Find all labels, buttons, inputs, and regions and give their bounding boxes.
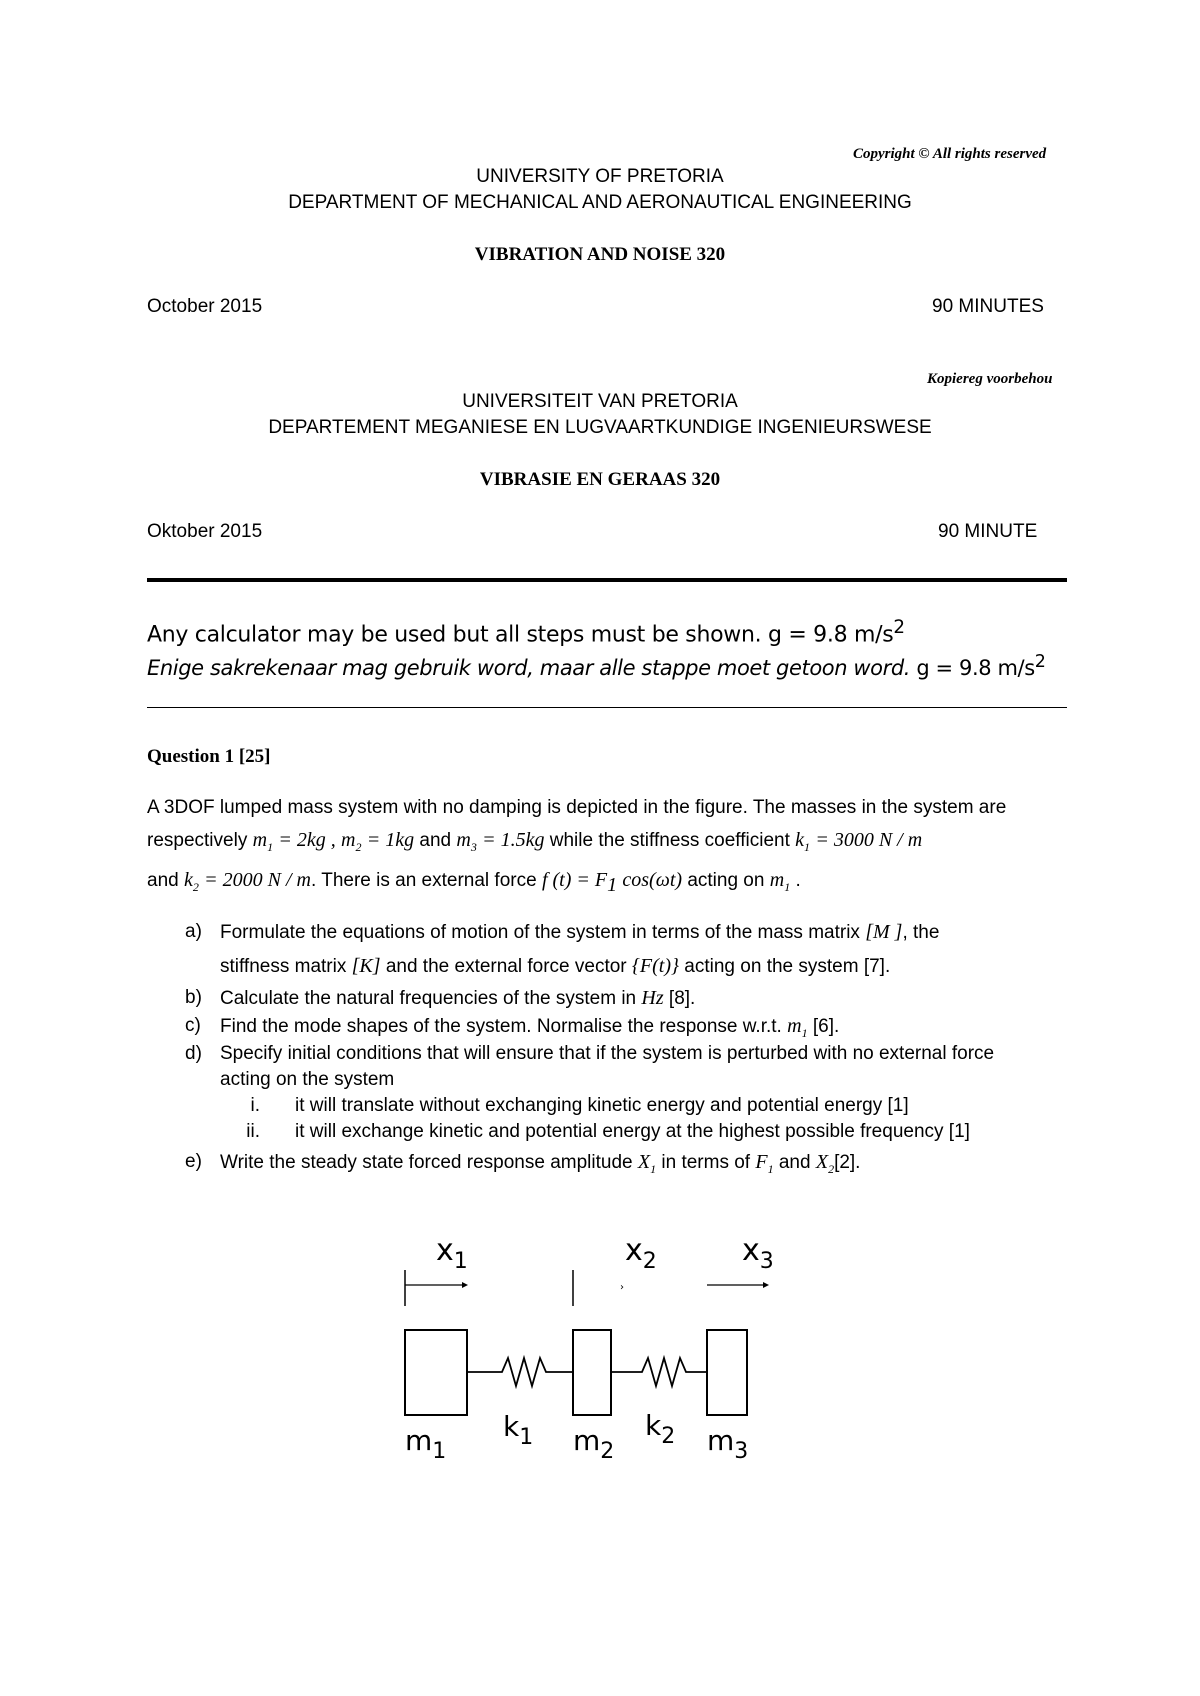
- item-a-line2: [220, 955, 890, 978]
- exam-date-af: Oktober 2015: [147, 521, 263, 542]
- intro-line-2: [147, 824, 1067, 864]
- item-e-text: and: [778, 1152, 811, 1173]
- question-title: Question 1 [25]: [147, 746, 271, 767]
- item-a-text: , the: [902, 922, 940, 943]
- k2-value: = 2000 N / m: [204, 869, 311, 891]
- copyright-notice: Copyright © All rights reserved: [853, 146, 1047, 162]
- instructions-af-text: Enige sakrekenaar mag gebruik word, maar alle stappe moet getoon word.: [147, 656, 911, 680]
- gravity-value-af: g = 9.8 m/s: [916, 656, 1035, 680]
- subitem-ii: it will exchange kinetic and potential energy at the highest possible frequency [1]: [295, 1121, 970, 1142]
- x2-arrow-mark: ›: [620, 1282, 624, 1293]
- symbol-k2: $k_2$: [183, 869, 199, 894]
- course-title-af: VIBRASIE EN GERAAS 320: [479, 469, 721, 490]
- k1-label: $k_1$: [503, 1410, 534, 1450]
- intro-word: and: [419, 830, 452, 851]
- m3-label: $m_3$: [707, 1424, 749, 1460]
- item-a-text: Formulate the equations of motion of the system in terms of the mass matrix: [220, 922, 860, 943]
- x3-label: $x_3$: [742, 1233, 774, 1274]
- intro-word: and: [147, 870, 179, 891]
- m3-value: = 1.5kg: [482, 829, 545, 851]
- symbol-m1: $m_1$: [252, 829, 274, 854]
- intro-word: while the stiffness coefficient: [549, 830, 790, 851]
- symbol-f1: $F_1$: [755, 1151, 774, 1176]
- instructions-en: [147, 617, 905, 647]
- mass-block-m3: [707, 1330, 747, 1415]
- department-name-af: DEPARTEMENT MEGANIESE EN LUGVAARTKUNDIGE INGENIEURSWESE: [268, 417, 932, 438]
- symbol-x2: $X_2$: [815, 1151, 835, 1176]
- item-a-text: and the external force vector: [385, 956, 627, 977]
- x3-arrowhead: [763, 1282, 769, 1288]
- item-a-text: acting on the system [7].: [684, 956, 891, 977]
- k1-value: = 3000 N / m: [815, 829, 923, 851]
- gravity-exponent-af: 2: [1034, 652, 1046, 672]
- force-expression: f (t) = F: [541, 869, 608, 891]
- symbol-k1: $k_1$: [795, 829, 811, 854]
- mass-matrix-symbol: [M ]: [865, 921, 903, 943]
- intro-word: acting on: [687, 870, 765, 891]
- spring-k2: [611, 1358, 707, 1386]
- exam-date: October 2015: [147, 296, 263, 317]
- item-a-line1: [220, 921, 939, 944]
- item-e-text: [2].: [834, 1152, 861, 1173]
- section-divider: [147, 707, 1067, 708]
- item-b: [220, 987, 695, 1010]
- x2-label: $x_2$: [625, 1233, 657, 1274]
- instructions-en-text: Any calculator may be used but all steps must be shown.: [147, 622, 762, 648]
- mass-spring-diagram: [380, 1230, 800, 1460]
- exam-duration-af: 90 MINUTE: [938, 521, 1038, 542]
- university-name-af: UNIVERSITEIT VAN PRETORIA: [462, 391, 738, 412]
- subitem-i: it will translate without exchanging kinetic energy and potential energy [1]: [295, 1095, 909, 1116]
- item-d-line2: acting on the system: [220, 1069, 395, 1090]
- item-e-text: in terms of: [661, 1152, 751, 1173]
- header-rule: [147, 578, 1067, 582]
- copyright-notice-af: Kopiereg voorbehou: [927, 371, 1053, 387]
- force-vector-symbol: {F(t)}: [631, 955, 680, 977]
- item-label-b: b): [185, 987, 202, 1008]
- item-d-line1: Specify initial conditions that will ensure that if the system is perturbed with no external force: [220, 1043, 995, 1064]
- symbol-x1: $X_1$: [637, 1151, 657, 1176]
- subitem-label-ii: ii.: [246, 1121, 260, 1142]
- item-e-text: Write the steady state forced response amplitude: [220, 1152, 633, 1173]
- item-label-d: d): [185, 1043, 202, 1064]
- x1-arrowhead: [462, 1282, 468, 1288]
- intro-line-3: and $k_2 = 2000$ N / m. There is an external force f $(t) = F_1$ cos(ωt) acting on $m_1$ .: [147, 869, 801, 896]
- question-intro: [147, 791, 1067, 904]
- item-b-text: Calculate the natural frequencies of the system in: [220, 988, 637, 1009]
- item-a-text: stiffness matrix: [220, 956, 347, 977]
- item-label-a: a): [185, 921, 202, 942]
- subitem-label-i: i.: [250, 1095, 260, 1116]
- instructions-af: [147, 652, 1046, 680]
- mass-block-m1: [405, 1330, 467, 1415]
- intro-line-1: A 3DOF lumped mass system with no damping is depicted in the figure. The masses in the system are: [147, 797, 1007, 818]
- force-cosine: cos(ωt): [622, 869, 683, 891]
- item-b-text: [8].: [668, 988, 696, 1009]
- item-e: [220, 1151, 860, 1177]
- k2-label: $k_2$: [645, 1409, 676, 1449]
- intro-word: . There is an external force: [311, 870, 537, 891]
- symbol-m1: $m_1$: [787, 1015, 808, 1040]
- x1-label: $x_1$: [436, 1233, 468, 1274]
- stiffness-matrix-symbol: [K]: [351, 955, 381, 977]
- symbol-m1: $m_1$: [769, 869, 791, 894]
- m2-label: $m_2$: [573, 1424, 615, 1460]
- item-label-e: e): [185, 1151, 202, 1172]
- symbol-m2: $m_2$: [341, 829, 362, 854]
- mass-block-m2: [573, 1330, 611, 1415]
- gravity-exponent: 2: [893, 617, 905, 638]
- spring-k1: [467, 1358, 573, 1386]
- gravity-value: g = 9.8 m/s: [768, 622, 894, 648]
- hz-symbol: Hz: [641, 987, 664, 1009]
- item-c: [220, 1015, 839, 1041]
- intro-word: respectively: [147, 830, 248, 851]
- item-label-c: c): [185, 1015, 201, 1036]
- m1-label: $m_1$: [405, 1424, 447, 1460]
- symbol-m3: $m_3$: [456, 829, 477, 854]
- m1-value: = 2kg ,: [278, 829, 336, 851]
- university-name: UNIVERSITY OF PRETORIA: [476, 166, 724, 187]
- m2-value: = 1kg: [366, 829, 415, 851]
- item-c-text: Find the mode shapes of the system. Normalise the response w.r.t.: [220, 1016, 782, 1037]
- department-name: DEPARTMENT OF MECHANICAL AND AERONAUTICAL ENGINEERING: [288, 192, 912, 213]
- item-c-text: [6].: [812, 1016, 840, 1037]
- exam-duration: 90 MINUTES: [932, 296, 1044, 317]
- course-title: VIBRATION AND NOISE 320: [474, 244, 726, 265]
